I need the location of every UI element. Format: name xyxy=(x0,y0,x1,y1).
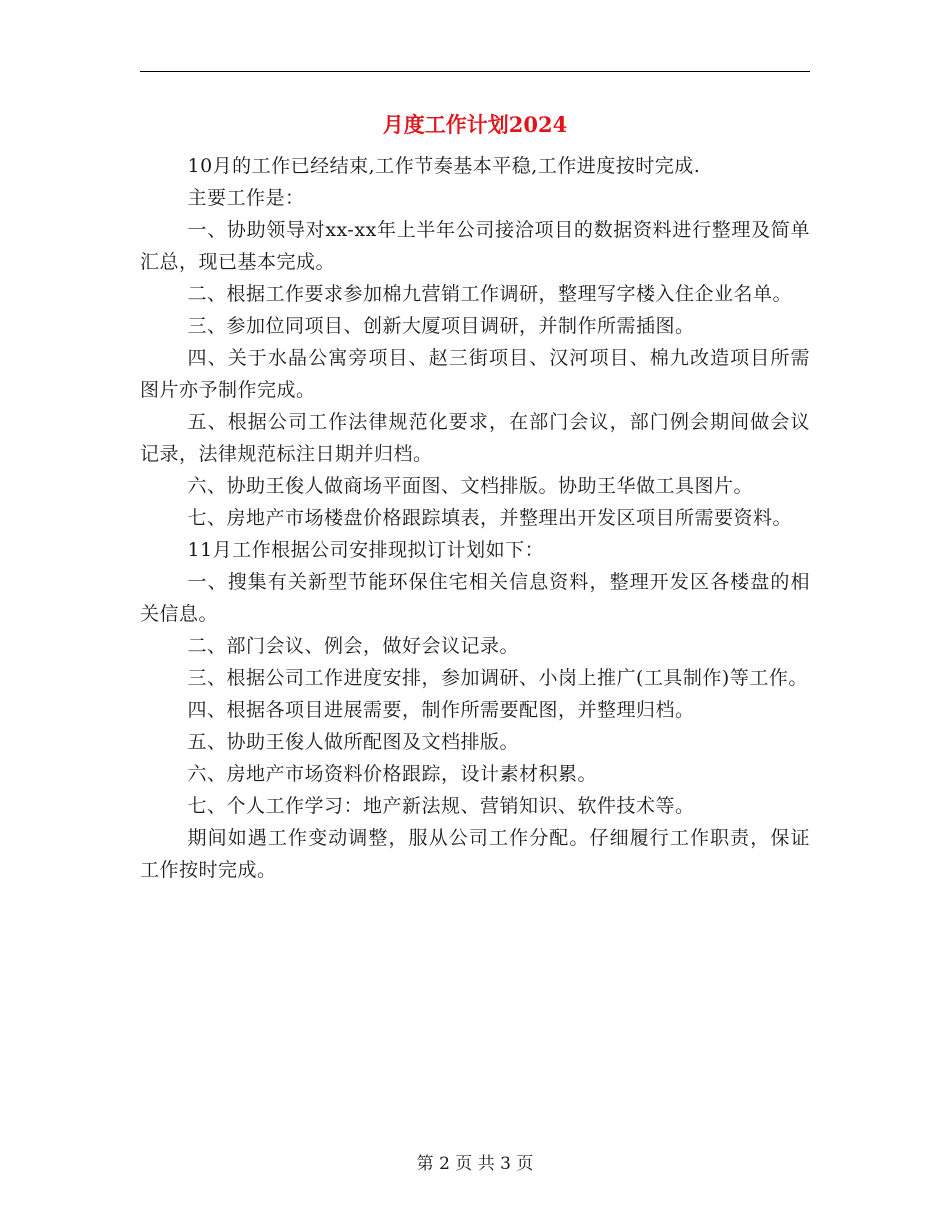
paragraph-oct-item-5: 五、根据公司工作法律规范化要求，在部门会议，部门例会期间做会议记录，法律规范标注日期并归档。 xyxy=(140,411,810,465)
document-body xyxy=(140,150,810,886)
paragraph-oct-item-6: 六、协助王俊人做商场平面图、文档排版。协助王华做工具图片。 xyxy=(187,475,754,497)
paragraph-oct-item-1: 一、协助领导对xx-xx年上半年公司接洽项目的数据资料进行整理及简单汇总，现已基本完成。 xyxy=(140,219,810,273)
paragraph-oct-item-2: 二、根据工作要求参加棉九营销工作调研，整理写字楼入住企业名单。 xyxy=(187,283,793,305)
paragraph-nov-item-1: 一、搜集有关新型节能环保住宅相关信息资料，整理开发区各楼盘的相关信息。 xyxy=(140,571,810,625)
paragraph-nov-item-6: 六、房地产市场资料价格跟踪，设计素材积累。 xyxy=(187,763,598,785)
paragraph-main-work-heading: 主要工作是： xyxy=(187,187,305,209)
header-rule xyxy=(140,71,810,72)
paragraph-nov-item-7: 七、个人工作学习：地产新法规、营销知识、软件技术等。 xyxy=(187,795,695,817)
paragraph-intro: 10月的工作已经结束,工作节奏基本平稳,工作进度按时完成. xyxy=(187,155,701,177)
paragraph-oct-item-3: 三、参加位同项目、创新大厦项目调研，并制作所需插图。 xyxy=(187,315,695,337)
paragraph-oct-item-4: 四、关于水晶公寓旁项目、赵三街项目、汉河项目、棉九改造项目所需图片亦予制作完成。 xyxy=(140,347,810,401)
paragraph-nov-item-3: 三、根据公司工作进度安排，参加调研、小岗上推广(工具制作)等工作。 xyxy=(187,667,808,689)
paragraph-nov-item-5: 五、协助王俊人做所配图及文档排版。 xyxy=(187,731,520,753)
paragraph-nov-item-2: 二、部门会议、例会，做好会议记录。 xyxy=(187,635,520,657)
paragraph-oct-item-7: 七、房地产市场楼盘价格跟踪填表，并整理出开发区项目所需要资料。 xyxy=(187,507,793,529)
paragraph-nov-plan-heading: 11月工作根据公司安排现拟订计划如下： xyxy=(187,539,545,561)
page-number-footer: 第 2 页 共 3 页 xyxy=(416,1154,534,1174)
paragraph-closing: 期间如遇工作变动调整，服从公司工作分配。仔细履行工作职责，保证工作按时完成。 xyxy=(140,827,810,881)
paragraph-nov-item-4: 四、根据各项目进展需要，制作所需要配图，并整理归档。 xyxy=(187,699,695,721)
document-title: 月度工作计划2024 xyxy=(382,112,568,137)
